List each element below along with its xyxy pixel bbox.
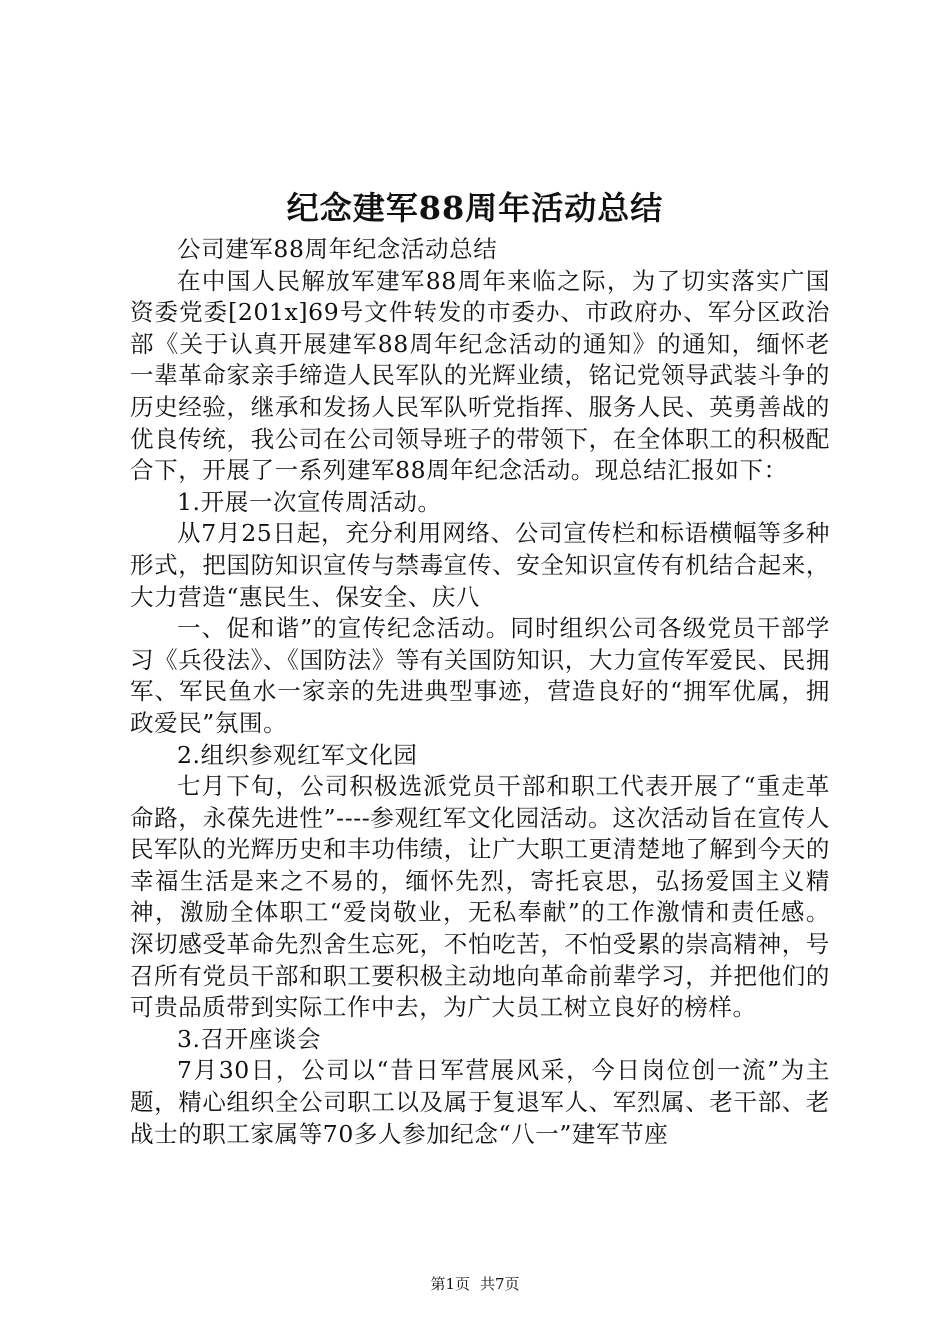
section-heading-3: 3.召开座谈会 xyxy=(177,1024,322,1053)
section-heading-2: 2.组织参观红军文化园 xyxy=(177,740,418,769)
paragraph-intro: 在中国人民解放军建军88周年来临之际，为了切实落实广国资委党委[201x]69号文件转发的市委办、市政府办、军分区政治部《关于认真开展建军88周年纪念活动的通知》的通知，缅怀老一辈革命家亲手缔造人民军队的光辉业绩，铭记党领导武装斗争的历史经验，继承和发扬人民军队听党指挥、服务人民、英勇善战的优良传统，我公司在公司领导班子的带领下，在全体职工的积极配合下，开展了一系列建军88周年纪念活动。现总结汇报如下： xyxy=(130,266,830,485)
document-body xyxy=(130,234,830,1150)
page-number: 第1页 xyxy=(430,1275,470,1293)
paragraph-section-1b: 一、促和谐”的宣传纪念活动。同时组织公司各级党员干部学习《兵役法》、《国防法》等有关国防知识，大力宣传军爱民、民拥军、军民鱼水一家亲的先进典型事迹，营造良好的“拥军优属，拥政爱民”氛围。 xyxy=(130,614,830,737)
paragraph-section-1a: 从7月25日起，充分利用网络、公司宣传栏和标语横幅等多种形式，把国防知识宣传与禁毒宣传、安全知识宣传有机结合起来，大力营造“惠民生、保安全、庆八 xyxy=(130,519,830,611)
document-title: 纪念建军88周年活动总结 xyxy=(286,189,664,227)
section-heading-1: 1.开展一次宣传周活动。 xyxy=(177,487,442,516)
paragraph-section-2: 七月下旬，公司积极选派党员干部和职工代表开展了“重走革命路，永葆先进性”----参观红军文化园活动。这次活动旨在宣传人民军队的光辉历史和丰功伟绩，让广大职工更清楚地了解到今天的幸福生活是来之不易的，缅怀先烈，寄托哀思，弘扬爱国主义精神，激励全体职工“爱岗敬业，无私奉献”的工作激情和责任感。深切感受革命先烈舍生忘死，不怕吃苦，不怕受累的崇高精神，号召所有党员干部和职工要积极主动地向革命前辈学习，并把他们的可贵品质带到实际工作中去，为广大员工树立良好的榜样。 xyxy=(130,772,830,1022)
paragraph-section-3: 7月30日，公司以“昔日军营展风采，今日岗位创一流”为主题，精心组织全公司职工以及属于复退军人、军烈属、老干部、老战士的职工家属等70多人参加纪念“八一”建军节座 xyxy=(130,1056,830,1148)
paragraph-subtitle: 公司建军88周年纪念活动总结 xyxy=(177,235,498,263)
page-footer xyxy=(0,1274,950,1294)
page-total: 共7页 xyxy=(480,1275,520,1293)
